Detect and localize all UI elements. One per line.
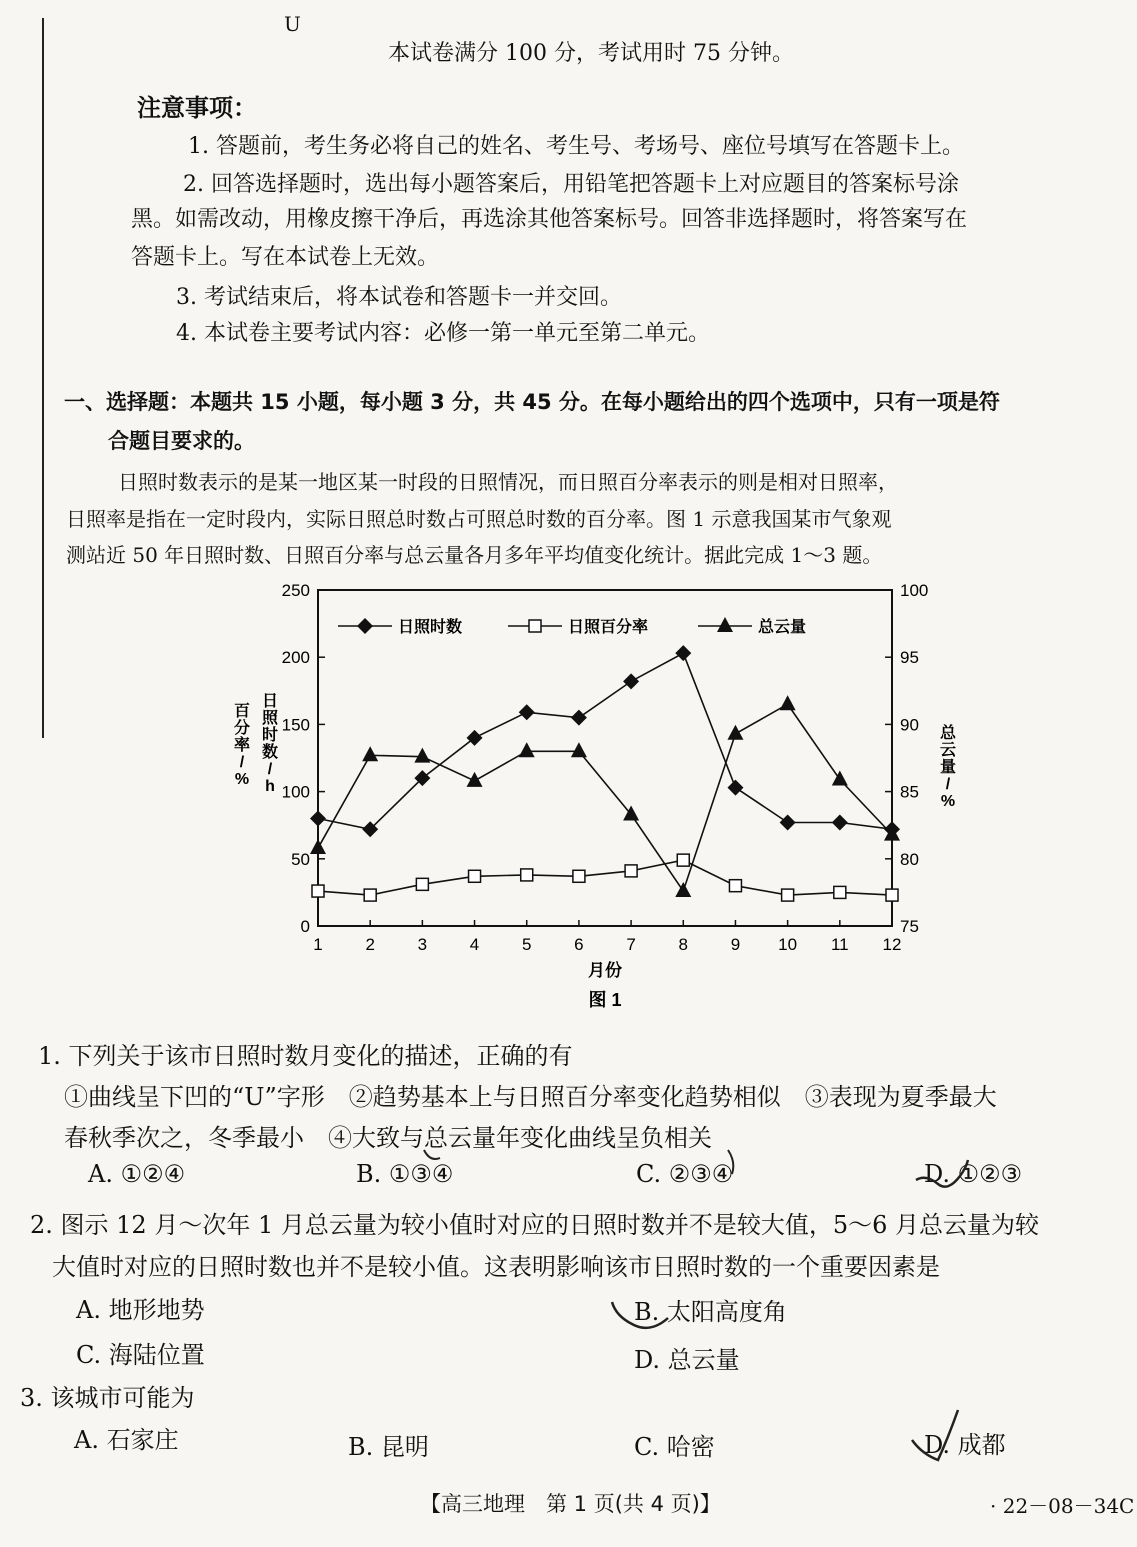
q2-option-b: B. 太阳高度角 (634, 1298, 787, 1326)
notice-line-6: 4. 本试卷主要考试内容：必修一第一单元至第二单元。 (176, 321, 710, 346)
x-tick-label: 9 (730, 935, 741, 954)
figure-caption: 图 1 (588, 990, 622, 1010)
x-tick-label: 8 (678, 935, 689, 954)
paper-code: · 22－08－34C (990, 1494, 1135, 1518)
page-footer: 【高三地理 第 1 页(共 4 页)】 (420, 1492, 721, 1516)
intro-line-3: 测站近 50 年日照时数、日照百分率与总云量各月多年平均值变化统计。据此完成 1～3 题。 (66, 543, 883, 567)
notice-line-3: 黑。如需改动，用橡皮擦干净后，再选涂其他答案标号。回答非选择题时，将答案写在 (131, 207, 968, 232)
y-left-tick-label: 100 (281, 782, 310, 802)
notice-line-4: 答题卡上。写在本试卷上无效。 (131, 245, 440, 270)
q2-option-d: D. 总云量 (634, 1346, 740, 1374)
y-left-label-hours: 日照时数/ h (261, 693, 279, 795)
y-right-tick-label: 90 (900, 715, 919, 735)
q2-stem-2: 大值时对应的日照时数也并不是较小值。这表明影响该市日照时数的一个重要因素是 (52, 1253, 940, 1281)
x-tick-label: 1 (313, 935, 323, 954)
q3-option-d: D. 成都 (924, 1431, 1006, 1459)
y-left-tick-label: 250 (281, 581, 310, 600)
q1-option-b: B. ①③④ (356, 1160, 454, 1188)
y-right-tick-label: 95 (900, 648, 919, 668)
q3-option-b: B. 昆明 (348, 1433, 429, 1461)
q1-option-c: C. ②③④ (636, 1160, 734, 1188)
q3-option-c: C. 哈密 (634, 1433, 715, 1461)
notice-line-1: 1. 答题前，考生务必将自己的姓名、考生号、考场号、座位号填写在答题卡上。 (188, 134, 964, 159)
x-tick-label: 11 (830, 935, 849, 954)
section-heading: 一、选择题：本题共 15 小题，每小题 3 分，共 45 分。在每小题给出的四个选项中，只有一项是符 (64, 390, 1000, 414)
section-heading-cont: 合题目要求的。 (108, 429, 255, 453)
x-tick-label: 12 (882, 935, 902, 954)
x-tick-label: 4 (469, 935, 480, 954)
q3-stem: 3. 该城市可能为 (20, 1384, 195, 1412)
x-axis-label: 月份 (588, 961, 622, 980)
q1-stem: 1. 下列关于该市日照时数月变化的描述，正确的有 (38, 1042, 573, 1070)
check-mark-q3 (912, 1410, 958, 1460)
scribble-q1 (424, 1150, 733, 1174)
legend-label-1: 日照时数 (398, 619, 463, 636)
corner-mark: U (284, 12, 301, 36)
intro-line-1: 日照时数表示的是某一地区某一时段的日照情况，而日照百分率表示的则是相对日照率， (118, 470, 898, 494)
check-mark-q2 (612, 1302, 668, 1328)
y-right-tick-label: 100 (900, 581, 929, 600)
q1-option-d: D. ①②③ (924, 1160, 1023, 1188)
y-right-tick-label: 85 (900, 782, 919, 802)
q3-option-a: A. 石家庄 (74, 1426, 179, 1454)
y-left-tick-label: 150 (281, 715, 310, 735)
y-right-tick-label: 80 (900, 849, 919, 869)
notice-line-5: 3. 考试结束后，将本试卷和答题卡一并交回。 (176, 285, 622, 310)
x-tick-label: 3 (417, 935, 428, 954)
x-tick-label: 6 (574, 935, 584, 954)
q1-statements-1: ①曲线呈下凹的“U”字形 ②趋势基本上与日照百分率变化趋势相似 ③表现为夏季最大 (64, 1083, 997, 1111)
q1-option-a: A. ①②④ (88, 1160, 186, 1188)
check-mark-q1 (916, 1160, 968, 1187)
y-right-tick-label: 75 (900, 917, 919, 936)
x-tick-label: 7 (626, 935, 636, 954)
q2-stem-1: 2. 图示 12 月～次年 1 月总云量为较小值时对应的日照时数并不是较大值，5～6 月总云量为较 (30, 1211, 1040, 1239)
legend-label-2: 日照百分率 (568, 619, 649, 636)
intro-line-2: 日照率是指在一定时段内，实际日照总时数占可照总时数的百分率。图 1 示意我国某市气象观 (66, 507, 892, 531)
y-left-label-percent: 百分率/ % (233, 703, 251, 788)
x-tick-label: 5 (521, 935, 532, 954)
q2-option-c: C. 海陆位置 (76, 1341, 205, 1369)
x-tick-label: 2 (365, 935, 375, 954)
y-left-tick-label: 0 (300, 917, 310, 936)
q2-option-a: A. 地形地势 (76, 1296, 205, 1324)
notice-title: 注意事项： (137, 94, 257, 122)
y-left-tick-label: 200 (281, 648, 310, 668)
y-left-tick-label: 50 (291, 849, 310, 869)
x-tick-label: 10 (778, 935, 798, 954)
legend-label-3: 总云量 (758, 619, 807, 636)
notice-line-2: 2. 回答选择题时，选出每小题答案后，用铅笔把答题卡上对应题目的答案标号涂 (183, 172, 959, 197)
exam-info: 本试卷满分 100 分，考试用时 75 分钟。 (388, 41, 794, 66)
y-right-label-cloud: 总云量/ % (939, 725, 957, 810)
q1-statements-2: 春秋季次之，冬季最小 ④大致与总云量年变化曲线呈负相关 (64, 1124, 712, 1152)
